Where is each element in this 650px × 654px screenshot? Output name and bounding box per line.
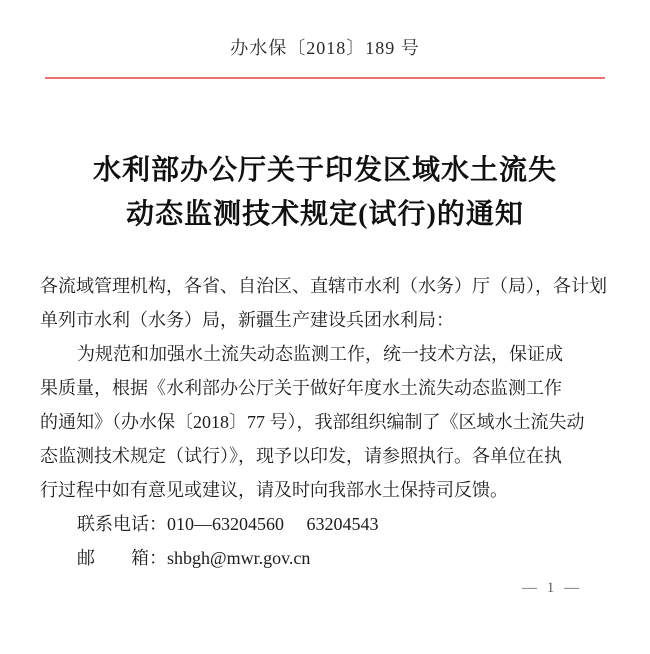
salutation-line: 各流域管理机构，各省、自治区、直辖市水利（水务）厅（局），各计划 [40,276,607,296]
body-paragraph-line: 的通知》（办水保〔2018〕77 号），我部组织编制了《区域水土流失动 [40,412,585,432]
body-paragraph-line: 态监测技术规定（试行）》，现予以印发，请参照执行。各单位在执 [40,446,562,466]
body-paragraph-line: 为规范和加强水土流失动态监测工作，统一技术方法，保证成 [77,344,563,364]
salutation-line: 单列市水利（水务）局，新疆生产建设兵团水利局： [40,310,454,330]
contact-phone-line: 联系电话：010—63204560 63204543 [77,514,379,534]
page-number: — 1 — [522,580,582,596]
contact-email-line: 邮 箱：shbgh@mwr.gov.cn [77,548,311,568]
red-divider-line [45,77,605,79]
body-paragraph-line: 果质量，根据《水利部办公厅关于做好年度水土流失动态监测工作 [40,378,562,398]
title-line-1: 水利部办公厅关于印发区域水土流失 [92,155,557,186]
document-title [0,149,650,237]
document-body [40,269,610,575]
body-paragraph-line: 行过程中如有意见或建议，请及时向我部水土保持司反馈。 [40,480,508,500]
title-line-2: 动态监测技术规定(试行)的通知 [126,199,524,230]
document-number: 办水保〔2018〕189 号 [230,38,420,58]
